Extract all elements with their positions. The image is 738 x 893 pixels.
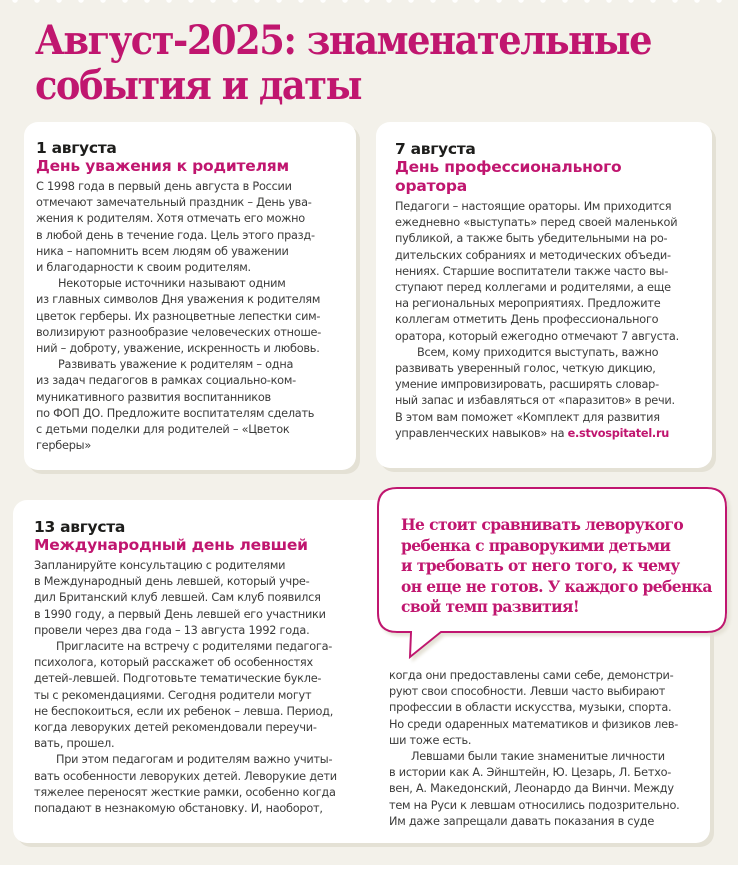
callout-bubble — [377, 487, 727, 633]
body-line: тяжелее переносят жесткие рамки, особенно когда — [34, 785, 336, 799]
body-line: жения к родителям. Хотя отмечать его можно — [36, 212, 305, 226]
body-line: дительских собраниях и методических объеди- — [395, 248, 671, 262]
body-line: и благодарности к своим родителям. — [36, 261, 251, 275]
heading-line: День уважения к родителям — [36, 157, 289, 175]
body-line: Некоторые источники называют одним — [58, 277, 286, 291]
body-line: попадают в незнакомую обстановку. И, наоборот, — [34, 802, 323, 816]
body-line: провели через два года – 13 августа 1992 года. — [34, 623, 310, 637]
body-line: с детьми поделки для родителей – «Цветок — [36, 423, 290, 437]
perforated-edge — [0, 0, 738, 3]
body-line: вен, А. Македонский, Леонардо да Винчи. Между — [389, 782, 674, 796]
body-line: оратора, который ежегодно отмечают 7 августа. — [395, 329, 679, 343]
body-line: не беспокоиться, если их ребенок – левша. Период, — [34, 704, 334, 718]
body-line: из задач педагогов в рамках социально-ком- — [36, 374, 296, 388]
event-card-aug-7 — [376, 122, 712, 468]
event-body-column-1 — [34, 558, 337, 817]
body-line: ный запас и избавляться от «паразитов» в речи. — [395, 394, 675, 408]
body-line: вать, прошел. — [34, 737, 115, 751]
body-line: коллегам отметить День профессионального — [395, 313, 659, 327]
body-line: цветок герберы. Их разноцветные лепестки сим- — [36, 309, 321, 323]
callout-line: свой темп развития! — [401, 597, 580, 616]
event-heading — [395, 158, 679, 196]
body-line: ний – доброту, уважение, искренность и любовь. — [36, 342, 320, 356]
page-title — [35, 18, 670, 108]
body-line: волизируют разнообразие человеческих отноше- — [36, 325, 322, 339]
body-line: в 1990 году, а первый День левшей его участники — [34, 607, 326, 621]
body-line: отмечают замечательный праздник – День ува- — [36, 196, 312, 210]
callout-line: и требовать от него того, к чему — [401, 556, 680, 575]
body-line: Им даже запрещали давать показания в суде — [389, 814, 655, 828]
event-card-aug-1 — [24, 122, 356, 470]
body-line: психолога, который расскажет об особенностях — [34, 656, 313, 670]
body-line: ежедневно «выступать» перед своей маленькой — [395, 216, 678, 230]
body-line: тем на Руси к левшам относились подозрительно. — [389, 798, 680, 812]
callout-line: он еще не готов. У каждого ребенка — [401, 576, 712, 596]
heading-line: Международный день левшей — [34, 536, 308, 554]
body-line: вать особенности леворуких детей. Леворукие дети — [34, 769, 337, 783]
body-line: когда леворуких детей рекомендовали переучи- — [34, 721, 317, 735]
body-line: умение импровизировать, расширять словар- — [395, 378, 659, 392]
body-line: ши тоже есть. — [389, 733, 472, 747]
title-line-2: события и даты — [35, 62, 362, 109]
body-line: ты с рекомендациями. Сегодня родители могут — [34, 688, 312, 702]
body-line: С 1998 года в первый день августа в России — [36, 180, 292, 193]
body-line: При этом педагогам и родителям важно учиты- — [56, 753, 333, 767]
body-line: Педагоги – настоящие ораторы. Им приходится — [395, 200, 672, 213]
heading-line: День профессионального — [395, 158, 622, 176]
body-line-text: управленческих навыков» на — [395, 426, 568, 440]
body-line: В этом вам поможет «Комплект для развития — [395, 410, 660, 424]
event-date: 13 августа — [34, 518, 126, 536]
body-line: Но среди одаренных математиков и физиков лев- — [389, 717, 679, 731]
body-line: Пригласите на встречу с родителями педагога- — [56, 640, 333, 654]
body-line: в истории как А. Эйнштейн, Ю. Цезарь, Л. Бетхо- — [389, 766, 672, 780]
event-body-column-2 — [389, 668, 680, 830]
event-heading — [36, 157, 321, 176]
body-line: нениях. Старшие воспитатели также часто вы- — [395, 264, 669, 278]
body-line: дил Британский клуб левшей. Сам клуб появился — [34, 591, 321, 605]
event-date: 7 августа — [395, 140, 476, 158]
body-line: герберы» — [36, 439, 91, 453]
body-line: по ФОП ДО. Предложите воспитателям сделать — [36, 406, 315, 420]
body-line: из главных символов Дня уважения к родителям — [36, 293, 321, 307]
callout-text — [401, 515, 712, 618]
heading-line: оратора — [395, 177, 467, 195]
body-line: развивать уверенный голос, четкую дикцию, — [395, 362, 656, 376]
body-line: Всем, кому приходится выступать, важно — [417, 345, 659, 359]
title-line-1: Август-2025: знаменательные — [35, 17, 652, 64]
event-date: 1 августа — [36, 139, 117, 157]
event-heading — [34, 536, 337, 555]
event-body — [36, 179, 321, 454]
body-line: когда они предоставлены сами себе, демонстри- — [389, 669, 674, 682]
body-line: детей-левшей. Подготовьте тематические букле- — [34, 672, 322, 686]
body-line: ступают перед коллегами и родителями, а еще — [395, 281, 671, 295]
body-line: в любой день в течение года. Цель этого празд- — [36, 228, 315, 242]
callout-line: ребенка с праворукими детьми — [401, 535, 671, 555]
body-line: публикой, а также быть убедительными на ро- — [395, 232, 668, 246]
website-link[interactable]: e.stvospitatel.ru — [567, 426, 670, 440]
body-line: руют свои способности. Левши часто выбирают — [389, 685, 666, 699]
body-line: Развивать уважение к родителям – одна — [58, 358, 294, 372]
event-body — [395, 199, 679, 442]
body-line: Запланируйте консультацию с родителями — [34, 559, 286, 572]
body-line: на региональных мероприятиях. Предложите — [395, 297, 661, 311]
body-line: в Международный день левшей, который учре- — [34, 575, 310, 589]
body-line: ника – напомнить всем людям об уважении — [36, 244, 289, 258]
callout-line: Не стоит сравнивать леворукого — [401, 515, 684, 534]
body-line: муникативного развития воспитанников — [36, 390, 271, 404]
body-line: Левшами были такие знаменитые личности — [411, 750, 665, 764]
body-line: профессии в области искусства, музыки, спорта. — [389, 701, 672, 715]
body-line — [395, 426, 679, 442]
